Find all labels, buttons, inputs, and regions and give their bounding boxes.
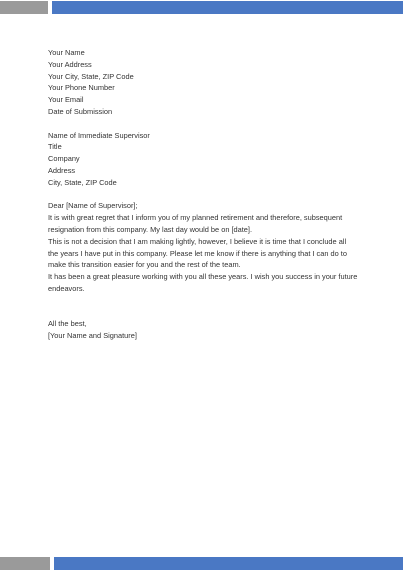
header-blue-bar xyxy=(52,1,403,14)
recipient-title: Title xyxy=(48,142,62,152)
sender-phone: Your Phone Number xyxy=(48,83,115,93)
recipient-city-state-zip: City, State, ZIP Code xyxy=(48,177,117,187)
recipient-name: Name of Immediate Supervisor xyxy=(48,130,150,140)
footer-blue-bar xyxy=(54,557,403,570)
sender-address: Your Address xyxy=(48,59,92,69)
sender-name: Your Name xyxy=(48,48,85,57)
sender-email: Your Email xyxy=(48,95,84,105)
recipient-company: Company xyxy=(48,154,80,164)
footer-gray-bar xyxy=(0,557,50,570)
body-paragraph: It has been a great pleasure working with you all these years. I wish you success in your future endeavors. xyxy=(48,272,358,293)
closing-block xyxy=(48,318,358,342)
signature-line: [Your Name and Signature] xyxy=(48,331,137,341)
sender-block xyxy=(48,47,358,118)
body-paragraph: It is with great regret that I inform you of my planned retirement and therefore, subsequent resignation from this company. My last day would be on [date]. xyxy=(48,213,343,234)
recipient-address: Address xyxy=(48,165,76,175)
letter-body xyxy=(48,47,358,342)
recipient-block xyxy=(48,130,358,189)
valediction: All the best, xyxy=(48,319,87,329)
sender-city-state-zip: Your City, State, ZIP Code xyxy=(48,71,134,81)
submission-date: Date of Submission xyxy=(48,106,113,116)
header-gray-bar xyxy=(0,1,48,14)
body-paragraph: This is not a decision that I am making lightly, however, I believe it is time that I conclude all the years I have put in this company. Please let me know if there is anything that I can do to make this transition easier for you and the rest of the team. xyxy=(48,236,347,270)
salutation: Dear [Name of Supervisor]; xyxy=(48,201,138,211)
